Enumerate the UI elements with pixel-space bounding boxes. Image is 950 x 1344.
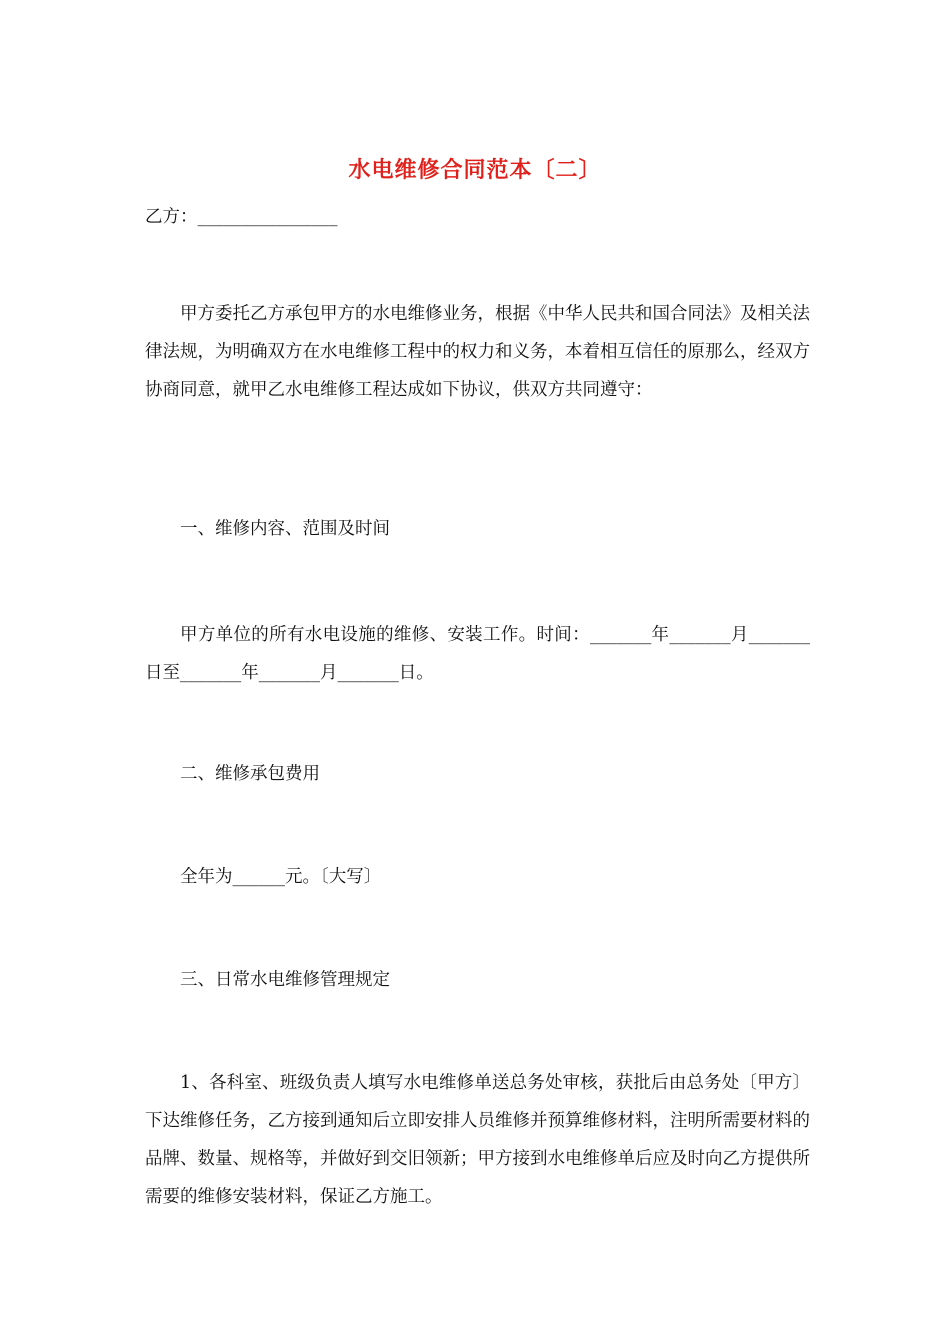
section-1-body: 甲方单位的所有水电设施的维修、安装工作。时间：_______年_______月_______日至_______年_______月_______日。 <box>145 625 810 683</box>
intro-paragraph: 甲方委托乙方承包甲方的水电维修业务，根据《中华人民共和国合同法》及相关法律法规，为明确双方在水电维修工程中的权力和义务，本着相互信任的原那么，经双方协商同意，就甲乙水电维修工程达成如下协议，供双方共同遵守： <box>145 304 810 400</box>
document-title: 水电维修合同范本〔二〕 <box>348 157 602 183</box>
section-2-heading: 二、维修承包费用 <box>180 764 320 784</box>
section-2-body: 全年为______元。〔大写〕 <box>180 867 382 887</box>
section-3-item-1: 1、各科室、班级负责人填写水电维修单送总务处审核，获批后由总务处〔甲方〕下达维修任务，乙方接到通知后立即安排人员维修并预算维修材料，注明所需要材料的品牌、数量、规格等，并做好到交旧领新；甲方接到水电维修单后应及时向乙方提供所需要的维修安装材料，保证乙方施工。 <box>145 1073 810 1207</box>
section-3-heading: 三、日常水电维修管理规定 <box>180 970 390 990</box>
party-b-line: 乙方：________________ <box>145 207 338 227</box>
section-1-heading: 一、维修内容、范围及时间 <box>180 519 390 539</box>
